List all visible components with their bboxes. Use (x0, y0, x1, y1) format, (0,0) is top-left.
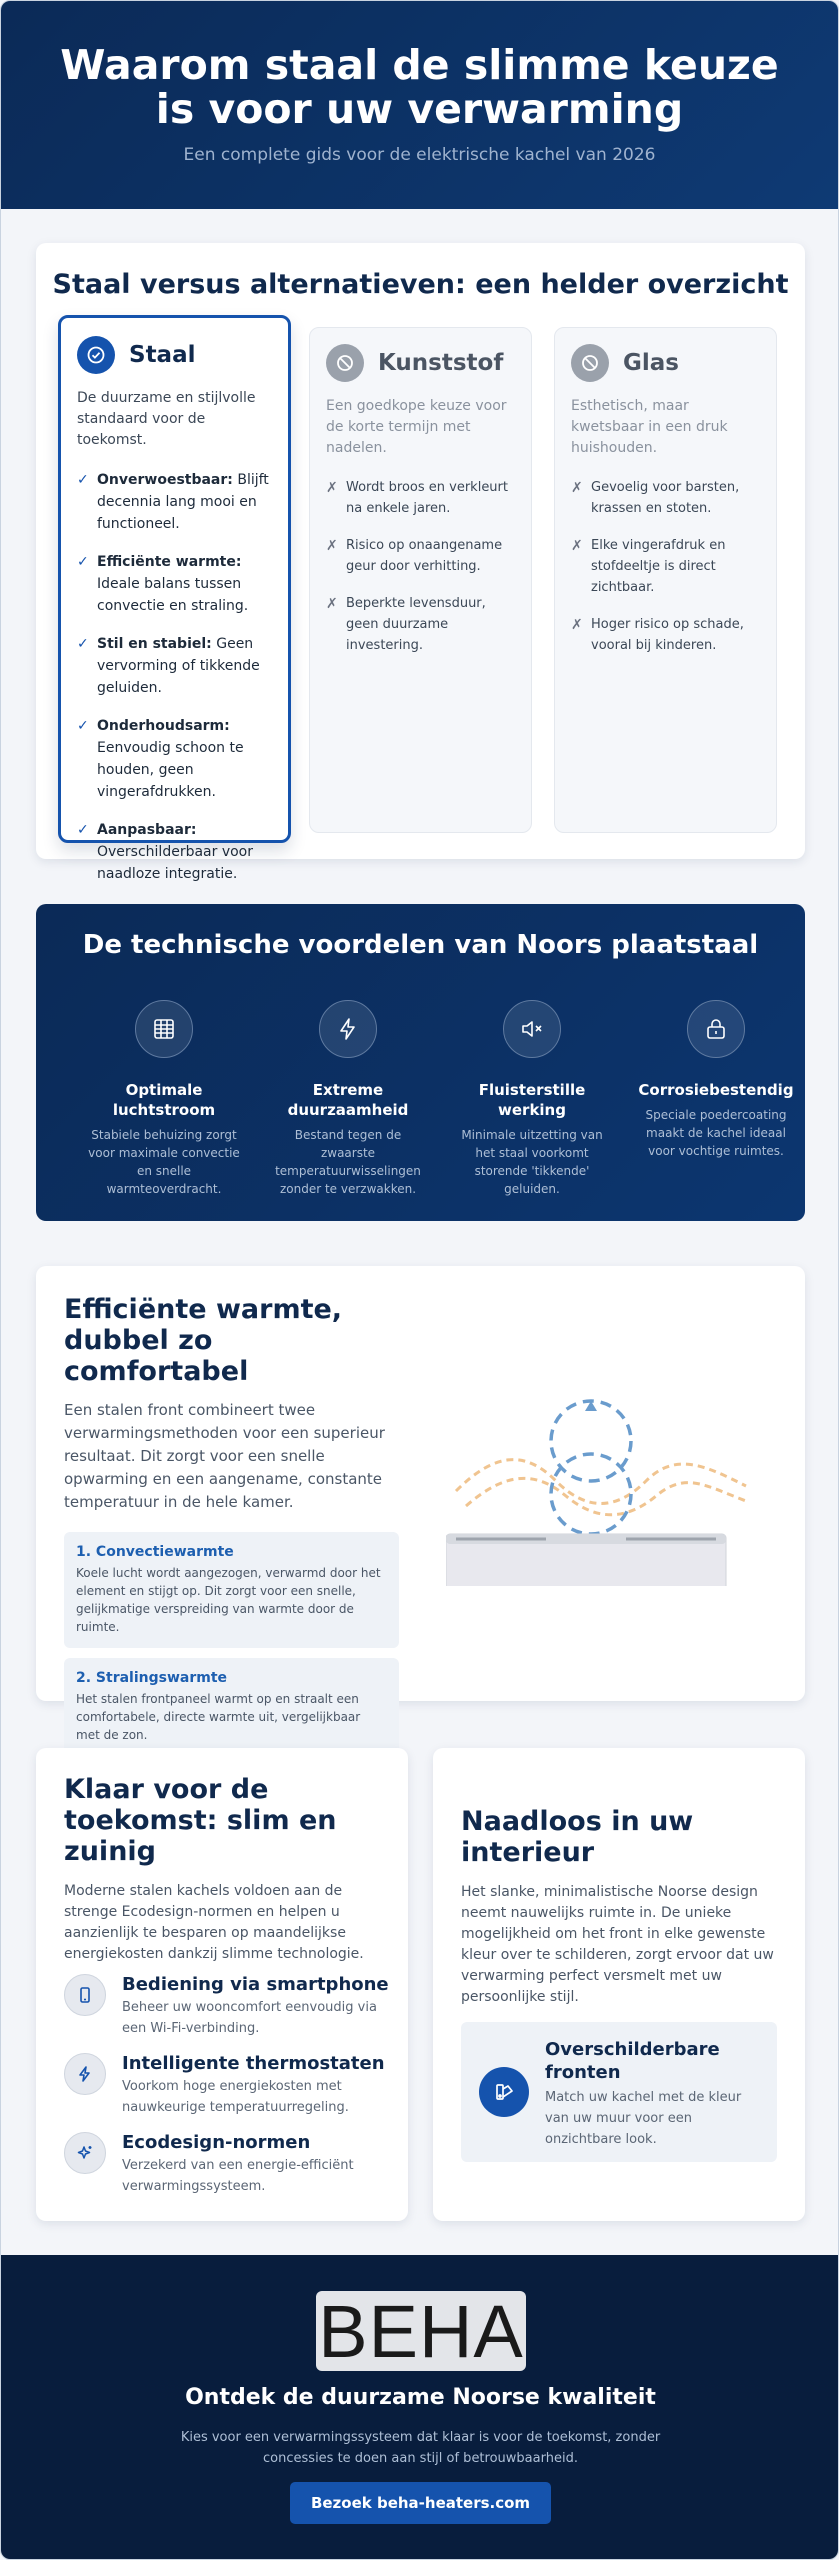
plastic-drawback-item (326, 477, 515, 519)
feature-airflow (84, 1000, 244, 1198)
heater-illustration (446, 1396, 756, 1586)
feature-text: Stabiele behuizing zorgt voor maximale convectie en snelle warmteoverdracht. (88, 1128, 240, 1196)
feature-text: Minimale uitzetting van het staal voorkomt storende 'tikkende' geluiden. (461, 1128, 603, 1196)
plastic-heading: Kunststof (378, 350, 504, 376)
drawback-text: Gevoelig voor barsten, krassen en stoten. (591, 480, 740, 516)
lock-icon (687, 1000, 745, 1058)
cross-icon: ✗ (571, 617, 583, 633)
prohibited-icon (571, 344, 609, 382)
feature-text: Bestand tegen de zwaarste temperatuurwisselingen zonder te verzwakken. (275, 1128, 421, 1196)
feature-corrosion (636, 1000, 796, 1160)
glass-drawbacks-list (571, 477, 760, 656)
steel-benefit-item (77, 819, 272, 885)
feature-title: Extreme duurzaamheid (287, 1081, 409, 1119)
glass-heading: Glas (623, 350, 679, 376)
benefit-label: Onverwoestbaar: (97, 472, 233, 488)
drawback-text: Beperkte levensduur, geen duurzame investering. (346, 596, 486, 653)
feature-text: Speciale poedercoating maakt de kachel ideaal voor vochtige ruimtes. (645, 1108, 787, 1158)
convection-box (64, 1532, 399, 1648)
feature-title: Bediening via smartphone (122, 1974, 389, 1995)
warmth-section (36, 1266, 805, 1742)
check-icon: ✓ (77, 718, 89, 734)
feature-text: Verzekerd van een energie-efficiënt verwarmingssysteem. (122, 2158, 354, 2194)
plastic-drawbacks-list (326, 477, 515, 656)
feature-title: Ecodesign-normen (122, 2132, 311, 2153)
footer-title: Ontdek de duurzame Noorse kwaliteit (185, 2385, 656, 2410)
comparison-section (36, 243, 805, 882)
feature-title: Optimale luchtstroom (112, 1081, 216, 1119)
footer-text: Kies voor een verwarmingssysteem dat klaar is voor de toekomst, zonder concessies te doen aan stijl of betrouwbaarheid. (180, 2430, 661, 2466)
steel-benefit-item (77, 715, 272, 803)
grille-icon (135, 1000, 193, 1058)
box-text: Koele lucht wordt aangezogen, verwarmd door het element en stijgt op. Dit zorgt voor een snelle, gelijkmatige verspreiding van warmte door de ruimte. (76, 1566, 381, 1634)
ecodesign-feature (64, 2132, 394, 2197)
benefit-text: Ideale balans tussen convectie en straling. (97, 576, 249, 614)
plastic-drawback-item (326, 593, 515, 656)
page-title: Waarom staal de slimme keuze is voor uw verwarming (60, 41, 779, 133)
lightning-icon (64, 2053, 106, 2095)
drawback-text: Risico op onaangename geur door verhitting. (346, 538, 503, 574)
feature-title: Corrosiebestendig (638, 1081, 794, 1099)
steel-description: De duurzame en stijlvolle standaard voor de toekomst. (77, 390, 256, 448)
paint-icon (479, 2067, 529, 2117)
cross-icon: ✗ (571, 480, 583, 496)
benefit-label: Onderhoudsarm: (97, 718, 230, 734)
visit-website-button[interactable]: Bezoek beha-heaters.com (290, 2482, 551, 2524)
thermostat-feature (64, 2053, 394, 2118)
box-text: Het stalen frontpaneel warmt op en straalt een comfortabele, directe warmte uit, vergelijkbaar met de zon. (76, 1692, 361, 1742)
warmth-title: Efficiënte warmte, dubbel zo comfortabel (64, 1294, 343, 1387)
radiation-box (64, 1658, 399, 1756)
box-title: 1. Convectiewarmte (76, 1544, 234, 1560)
page-subtitle: Een complete gids voor de elektrische kachel van 2026 (183, 145, 656, 165)
interior-title: Naadloos in uw interieur (461, 1806, 694, 1868)
feature-quiet (452, 1000, 612, 1198)
interior-section (433, 1748, 805, 2221)
feature-title: Intelligente thermostaten (122, 2053, 385, 2074)
cross-icon: ✗ (326, 538, 338, 554)
steel-benefit-item (77, 551, 272, 617)
benefit-label: Stil en stabiel: (97, 636, 212, 652)
feature-title: Fluisterstille werking (478, 1081, 586, 1119)
plastic-column (309, 327, 532, 833)
future-section (36, 1748, 408, 2221)
logo-text: BEHA (318, 2289, 524, 2373)
glass-drawback-item (571, 614, 760, 656)
check-circle-icon (77, 336, 115, 374)
benefit-text: Geen vervorming of tikkende geluiden. (97, 636, 260, 696)
smartphone-icon (64, 1974, 106, 2016)
glass-column (554, 327, 777, 833)
steel-benefit-item (77, 633, 272, 699)
hero-banner (1, 1, 838, 209)
plastic-description: Een goedkope keuze voor de korte termijn met nadelen. (326, 398, 507, 456)
steel-benefits-list (77, 469, 272, 885)
benefit-text: Overschilderbaar voor naadloze integratie. (97, 844, 253, 882)
check-icon: ✓ (77, 636, 89, 652)
glass-drawback-item (571, 477, 760, 519)
check-icon: ✓ (77, 822, 89, 838)
smartphone-feature (64, 1974, 394, 2039)
check-icon: ✓ (77, 554, 89, 570)
steel-heading: Staal (129, 342, 196, 368)
glass-description: Esthetisch, maar kwetsbaar in een druk huishouden. (571, 398, 728, 456)
benefit-text: Blijft decennia lang mooi en functioneel. (97, 472, 269, 532)
steel-benefit-item (77, 469, 272, 535)
glass-drawback-item (571, 535, 760, 598)
paintable-fronts-box (461, 2022, 777, 2162)
feature-title: Overschilderbare fronten (545, 2039, 720, 2083)
check-icon: ✓ (77, 472, 89, 488)
warmth-text: Een stalen front combineert twee verwarmingsmethoden voor een superieur resultaat. Dit zorgt voor een snelle opwarming en een aangename, constante temperatuur in de hele kamer. (64, 1401, 385, 1511)
future-text: Moderne stalen kachels voldoen aan de strenge Ecodesign-normen en helpen u aanzienlijk te besparen op maandelijkse energiekosten dankzij slimme technologie. (64, 1883, 364, 1962)
box-title: 2. Stralingswarmte (76, 1670, 228, 1686)
sparkle-icon (64, 2132, 106, 2174)
drawback-text: Elke vingerafdruk en stofdeeltje is direct zichtbaar. (591, 538, 726, 595)
cross-icon: ✗ (326, 480, 338, 496)
plastic-drawback-item (326, 535, 515, 577)
mute-icon (503, 1000, 561, 1058)
interior-text: Het slanke, minimalistische Noorse design neemt nauwelijks ruimte in. De unieke mogelijkheid om het front in elke gewenste kleur over te schilderen, zorgt ervoor dat uw verwarming perfect versmelt met uw persoonlijke stijl. (461, 1884, 774, 2005)
benefit-label: Aanpasbaar: (97, 822, 197, 838)
benefit-text: Eenvoudig schoon te houden, geen vingerafdrukken. (97, 740, 244, 800)
benefit-label: Efficiënte warmte: (97, 554, 242, 570)
tech-title: De technische voordelen van Noors plaatstaal (82, 930, 759, 960)
drawback-text: Hoger risico op schade, vooral bij kinderen. (591, 617, 744, 653)
feature-durability (268, 1000, 428, 1198)
beha-logo (316, 2291, 526, 2371)
feature-text: Match uw kachel met de kleur van uw muur voor een onzichtbare look. (545, 2090, 742, 2147)
cross-icon: ✗ (571, 538, 583, 554)
feature-text: Voorkom hoge energiekosten met nauwkeurige temperatuurregeling. (122, 2079, 349, 2115)
drawback-text: Wordt broos en verkleurt na enkele jaren. (346, 480, 508, 516)
lightning-icon (319, 1000, 377, 1058)
prohibited-icon (326, 344, 364, 382)
tech-advantages-section (36, 904, 805, 1221)
cross-icon: ✗ (326, 596, 338, 612)
steel-column (58, 315, 291, 882)
feature-text: Beheer uw wooncomfort eenvoudig via een Wi-Fi-verbinding. (122, 2000, 377, 2036)
future-title: Klaar voor de toekomst: slim en zuinig (64, 1774, 337, 1867)
comparison-title: Staal versus alternatieven: een helder overzicht (52, 269, 789, 300)
